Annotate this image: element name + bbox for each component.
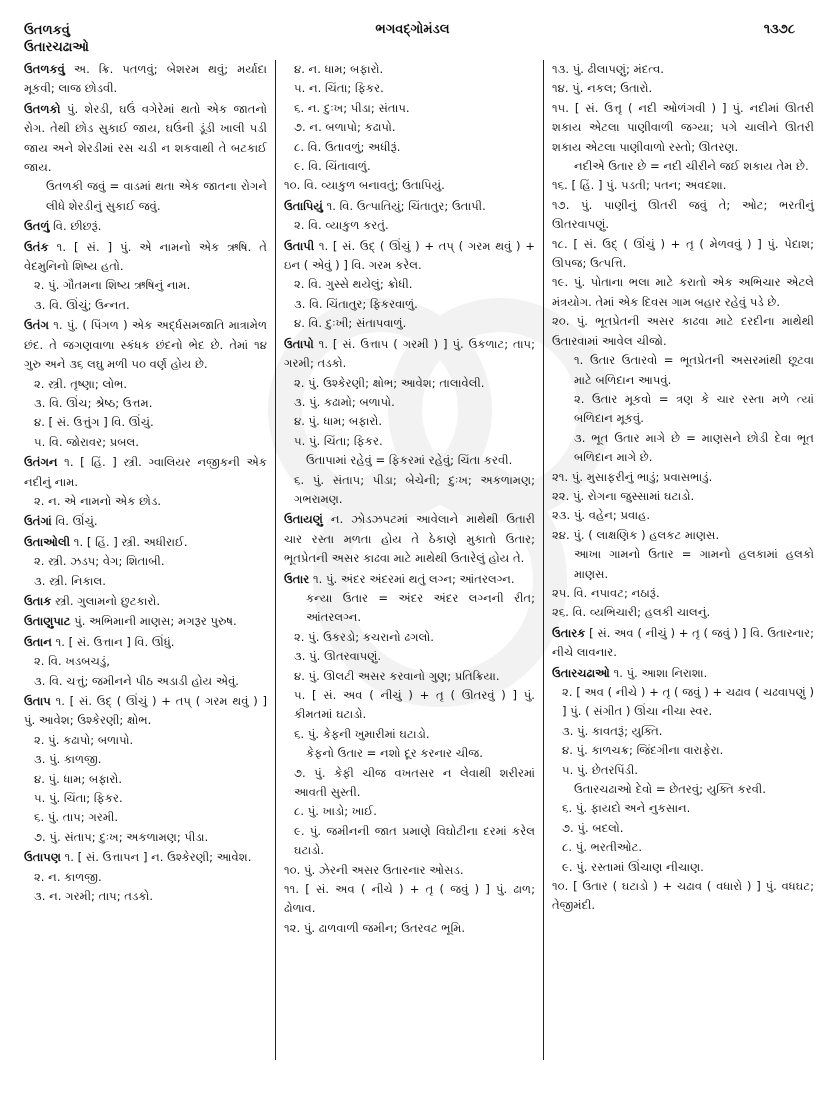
dictionary-entry bbox=[24, 238, 267, 316]
definition-text: ૨. વિ. ખડબચડું, bbox=[34, 654, 110, 669]
dictionary-title: ભગવદ્ગોમંડલ bbox=[375, 22, 450, 37]
definition-text: ૩. પું. કઢામો; બળાપો. bbox=[294, 394, 395, 409]
definition-line bbox=[552, 624, 814, 663]
definition-text: ૧૬. [ હિં. ] પું. પડતી; પતન; અવદશા. bbox=[552, 178, 727, 193]
definition-line bbox=[24, 828, 267, 847]
definition-text: ૯. પું. જમીનની જાત પ્રમાણે વિઘોટીના દરમાં કરેલ ઘટાડો. bbox=[294, 823, 535, 858]
dictionary-columns bbox=[24, 60, 814, 1060]
usage-example bbox=[552, 545, 814, 584]
definition-text: ઉતાપામાં રહેવું = ફિકરમાં રહેવું; ચિંતા કરવી. bbox=[306, 453, 513, 468]
definition-line bbox=[552, 838, 814, 857]
definition-text: ૨. વિ. વ્યાકુળ કરતું. bbox=[294, 218, 389, 233]
definition-line bbox=[552, 683, 814, 722]
dictionary-entry bbox=[24, 692, 267, 847]
definition-text: ૧. [ હિં. ] સ્ત્રી. ગ્વાલિયર નજીકની એક નદીનું નામ. bbox=[24, 455, 267, 489]
definition-text: ૭. પું. સંતાપ; દુઃખ; અકળામણ; પીડા. bbox=[34, 829, 209, 844]
definition-line bbox=[284, 60, 535, 79]
definition-text: ૬. પું. તાપ; ગરમી. bbox=[34, 810, 119, 825]
definition-line bbox=[24, 770, 267, 789]
guide-word-last: ઉતારચઢાઓ bbox=[24, 40, 89, 55]
dictionary-entry bbox=[284, 510, 535, 568]
dictionary-entry bbox=[24, 60, 267, 99]
dictionary-entry bbox=[24, 633, 267, 691]
definition-text: ૯. વિ. ચિંતાવાળું. bbox=[294, 159, 371, 174]
definition-line bbox=[284, 880, 535, 919]
definition-text: ૧. [ સં. ઉદ્ ( ઊંચું ) + તપ્ ( ગરમ થવું ) + ઇન ( એવું ) ] વિ. ગરમ કરેલ. bbox=[284, 238, 535, 273]
headword: ઉતંગ bbox=[24, 318, 49, 333]
definition-text: ૧૦. પું. ઝેરની અસર ઉતારનાર ઓસડ. bbox=[284, 862, 464, 877]
definition-text: ૪. પું. કાળચક્ર; જિંદગીના વારાફેરા. bbox=[562, 743, 724, 758]
headword: ઉતાઓલી bbox=[24, 534, 71, 549]
definition-line bbox=[552, 664, 814, 683]
definition-text: પું. અભિમાની માણસ; મગરૂર પુરુષ. bbox=[70, 614, 237, 629]
definition-text: ૯. પું. રસ્તામાં ઊંચાણ નીચાણ. bbox=[562, 859, 704, 874]
definition-text: કેફનો ઉતાર = નશો દૂર કરનાર ચીજ. bbox=[306, 746, 483, 761]
definition-text: ૧૦. વિ. વ્યાકુળ બનાવતું; ઉતાપિયું. bbox=[284, 178, 445, 193]
definition-line bbox=[284, 335, 535, 374]
definition-text: પું. શેરડી, ઘઉં વગેરેમાં થતો એક જાતનો રોગ. તેથી છોડ સુકાઈ જાય, ઘઉંની ડૂંડી ખાલી પડી જાય અને શેરડીમાં રસ ચડી ન શકવાથી તે બટકાઈ જાય. bbox=[24, 101, 267, 175]
definition-text: ૩. વિ. ઊંચ; શ્રેષ્ઠ; ઉત્તમ. bbox=[34, 395, 153, 410]
definition-line bbox=[552, 196, 814, 235]
definition-text: ૨. ન. એ નામનો એક છોડ. bbox=[34, 493, 161, 508]
definition-text: ૬. પું. કેફની ખુમારીમાં ઘટાડો. bbox=[294, 726, 430, 741]
definition-line bbox=[552, 99, 814, 157]
definition-text: ૬. પું. ફાયદો અને નુકસાન. bbox=[562, 801, 691, 816]
definition-text: ૨૬. વિ. વ્યભિચારી; હલકી ચાલનું. bbox=[552, 605, 711, 620]
dictionary-entry bbox=[24, 316, 267, 452]
definition-text: ૨૩. પું. વહેન; પ્રવાહ. bbox=[552, 508, 651, 523]
definition-line bbox=[284, 510, 535, 568]
dictionary-entry bbox=[284, 197, 535, 236]
definition-text: ૨. [ અવ ( નીચે ) + તૃ ( જવું ) + ચઢાવ ( ચઢવાપણું ) ] પું. ( સંગીત ) ઊંચા નીચા સ્વર. bbox=[562, 685, 814, 719]
definition-text: ૩. વિ. ઊંચું; ઉન્નત. bbox=[34, 297, 130, 312]
definition-text: ૨. ઉતાર મૂકવો = ત્રણ કે ચાર રસ્તા મળે ત્યાં બળિદાન મૂકવું. bbox=[574, 391, 814, 426]
definition-line bbox=[284, 647, 535, 666]
definition-line bbox=[284, 118, 535, 137]
dictionary-entry bbox=[284, 237, 535, 334]
page-number: ૧૩૭૮ bbox=[763, 22, 795, 37]
definition-text: ૮. વિ. ઉતાવળું; અધીરૂં. bbox=[294, 139, 401, 154]
definition-line bbox=[552, 60, 814, 79]
definition-line bbox=[552, 761, 814, 780]
definition-line bbox=[24, 750, 267, 769]
headword: ઉતંગન bbox=[24, 455, 58, 470]
definition-text: અ. ક્રિ. પતળવું; બેશરમ થવું; મર્યાદા મૂકવી; લાજ છોડવી. bbox=[24, 62, 267, 96]
dictionary-entry bbox=[284, 60, 535, 196]
dictionary-entry bbox=[24, 533, 267, 591]
definition-text: ૨૫. વિ. નપાવટ; નઠારૂં. bbox=[552, 585, 660, 600]
definition-line bbox=[552, 722, 814, 741]
definition-text: ૫. વિ. જોરાવર; પ્રબલ. bbox=[34, 434, 139, 449]
definition-text: ૧૫. [ સં. ઉત્તૃ ( નદી ઓળંગવી ) ] પું. નદીમાં ઊતરી શકાય એટલા પાણીવાળી જગ્યા; પગે ચાલીને ઊતરી શકાય એટલા પાણીવાળો રસ્તો; ઊતરણ. bbox=[552, 100, 814, 154]
headword: ઉતાપ bbox=[24, 694, 51, 708]
definition-line bbox=[552, 273, 814, 312]
definition-text: ૧. [ હિં. ] સ્ત્રી. અધીરાઈ. bbox=[70, 534, 188, 549]
definition-line bbox=[552, 506, 814, 525]
definition-text: સ્ત્રી. ગુલામનો છુટકારો. bbox=[51, 593, 161, 608]
headword: ઉતાર bbox=[284, 571, 310, 586]
definition-text: ૪. વિ. દુઃખી; સંતાપવાળું. bbox=[294, 316, 407, 331]
definition-line bbox=[284, 919, 535, 938]
headword: ઉતાક bbox=[24, 593, 52, 608]
definition-text: ૨. પું. ઉશ્કેરણી; ક્ષોભ; આવેશ; તાલાવેલી. bbox=[294, 375, 485, 390]
definition-text: ૭. ન. બળાપો; કઢાપો. bbox=[294, 120, 396, 135]
definition-line bbox=[284, 471, 535, 510]
definition-text: ૫. પું. ચિંતા; ફિકર. bbox=[34, 791, 123, 806]
definition-line bbox=[24, 276, 267, 295]
definition-line bbox=[24, 808, 267, 827]
headword: ઉતારચઢાઓ bbox=[552, 665, 610, 680]
definition-text: ૨૨. પું. રોગના જુસ્સામાં ઘટાડો. bbox=[552, 488, 695, 503]
definition-line bbox=[284, 295, 535, 314]
definition-text: ૩. પું. કાવતરૂં; યુક્તિ. bbox=[562, 723, 663, 738]
definition-line bbox=[552, 468, 814, 487]
definition-text: ૧. પું. અંદર અંદરમાં થતું લગ્ન; આંતરલગ્ન. bbox=[309, 571, 515, 586]
headword: ઉતાપિયું bbox=[284, 198, 323, 213]
headword: ઉતંક bbox=[24, 239, 49, 254]
definition-line bbox=[284, 314, 535, 333]
definition-text: ૨. સ્ત્રી. તૃષ્ણા; લોભ. bbox=[34, 376, 128, 391]
definition-text: ૩. પું. કાળજી. bbox=[34, 752, 102, 767]
definition-text: ૨. વિ. ગુસ્સે થયેલું; ક્રોધી. bbox=[294, 277, 413, 292]
definition-line bbox=[284, 412, 535, 431]
definition-text: ૬. ન. દુઃખ; પીડા; સંતાપ. bbox=[294, 100, 410, 115]
definition-text: ઉતારચઢાઓ દેવો = છેતરવું; યુક્તિ કરવી. bbox=[574, 782, 766, 797]
definition-line bbox=[552, 79, 814, 98]
definition-line bbox=[284, 176, 535, 195]
definition-line bbox=[24, 572, 267, 591]
definition-text: ૫. પું. ચિંતા; ફિકર. bbox=[294, 433, 383, 448]
definition-text: ૩. વિ. ચત્તું; જમીનને પીઠ અડાડી હોય એવું. bbox=[34, 673, 239, 688]
definition-text: ૨. પું. કઢાપો; બળાપો. bbox=[34, 732, 134, 747]
definition-text: ૧૯. પું. પોતાના ભલા માટે કરાતો એક અભિચાર એટલે મંત્રયોગ. તેમાં એક દિવસ ગામ બહાર રહેવું પડે છે. bbox=[552, 275, 814, 309]
definition-line bbox=[284, 686, 535, 725]
definition-text: ૫. [ સં. અવ ( નીચું ) + તૃ ( ઊતરવું ) ] પું. કીમતમાં ઘટાડો. bbox=[294, 688, 535, 722]
definition-line bbox=[284, 628, 535, 647]
usage-example bbox=[284, 589, 535, 628]
definition-line bbox=[24, 887, 267, 906]
definition-text: ૧૭. પું. પાણીનું ઊતરી જવું તે; ઓટ; ભરતીનું ઊતરવાપણું. bbox=[552, 197, 814, 232]
definition-text: ૪. પું. ઊલટી અસર કરવાનો ગુણ; પ્રતિક્રિયા. bbox=[294, 668, 500, 683]
dictionary-entry bbox=[24, 592, 267, 611]
definition-text: ૧. [ સં. ] પું. એ નામનો એક ઋષિ. તે વેદમુનિનો શિષ્ય હતો. bbox=[24, 239, 267, 274]
definition-text: ૩. વિ. ચિંતાતુર; ફિકરવાળું. bbox=[294, 296, 418, 311]
definition-text: [ સં. અવ ( નીચું ) + તૃ ( જવું ) ] વિ. ઉતારનાર; નીચે લાવનાર. bbox=[552, 625, 814, 660]
definition-text: ૨. પું. ઉકરડો; કચરાનો ઢગલો. bbox=[294, 629, 434, 644]
definition-text: ૫. ન. ચિંતા; ફિકર. bbox=[294, 81, 384, 96]
dictionary-entry bbox=[552, 624, 814, 663]
definition-line bbox=[284, 374, 535, 393]
definition-text: ૧૧. [ સં. અવ ( નીચે ) + તૃ ( જવું ) ] પું. ઢાળ; ઢોળાવ. bbox=[284, 882, 535, 916]
usage-example bbox=[552, 351, 814, 390]
definition-line bbox=[552, 877, 814, 916]
definition-line bbox=[552, 858, 814, 877]
definition-text: કન્યા ઉતાર = અંદર અંદર લગ્નની રીત; આંતરલગ્ન. bbox=[306, 590, 535, 625]
definition-line bbox=[552, 819, 814, 838]
definition-line bbox=[552, 487, 814, 506]
definition-text: ૪. [ સં. ઉત્તુંગ ] વિ. ઊંચું. bbox=[34, 415, 154, 430]
headword: ઉતળું bbox=[24, 219, 50, 234]
definition-text: ૨. ન. કાળજી. bbox=[34, 869, 102, 884]
definition-text: ૨. પું. ગૌતમના શિષ્ય ઋષિનું નામ. bbox=[34, 278, 191, 293]
definition-text: ૨૧. પું. મુસાફરીનું ભાડું; પ્રવાસભાડું. bbox=[552, 469, 713, 484]
definition-line bbox=[284, 138, 535, 157]
definition-line bbox=[552, 235, 814, 274]
definition-text: ૧. [ સં. ઉદ્ ( ઊંચું ) + તપ્ ( ગરમ થવું ) ] પું. આવેશ; ઉશ્કેરણી; ક્ષોભ. bbox=[24, 694, 267, 728]
headword: ઉતળકો bbox=[24, 101, 61, 116]
definition-line bbox=[284, 725, 535, 744]
definition-line bbox=[284, 216, 535, 235]
definition-line bbox=[552, 312, 814, 351]
column-2 bbox=[276, 60, 544, 1060]
dictionary-entry bbox=[24, 512, 267, 531]
definition-line bbox=[284, 99, 535, 118]
definition-line bbox=[24, 413, 267, 432]
definition-text: ૩. પું. ઊતરવાપણું. bbox=[294, 649, 382, 664]
headword: ઉતાપી bbox=[284, 238, 315, 253]
definition-text: ઉતળકી જવું = વાડમાં થતા એક જાતના રોગને લીધે શેરડીનું સુકાઈ જવું. bbox=[46, 179, 267, 213]
definition-line bbox=[24, 512, 267, 531]
definition-line bbox=[24, 848, 267, 867]
column-3 bbox=[544, 60, 814, 1060]
usage-example bbox=[284, 451, 535, 470]
dictionary-entry bbox=[24, 453, 267, 511]
definition-text: ૪. ન. ધામ; બફારો. bbox=[294, 62, 384, 76]
definition-line bbox=[552, 799, 814, 818]
usage-example bbox=[552, 157, 814, 176]
column-1 bbox=[24, 60, 276, 1060]
definition-line bbox=[284, 822, 535, 861]
definition-text: નદીએ ઉતાર છે = નદી ચીરીને જઈ શકાય તેમ છે. bbox=[574, 159, 809, 174]
definition-line bbox=[284, 197, 535, 216]
definition-line bbox=[24, 433, 267, 452]
definition-text: ૨૦. પું. ભૂતપ્રેતની અસર કાઢવા માટે દરદીના માથેથી ઉતારવામાં આવેલ ચીજો. bbox=[552, 314, 814, 348]
definition-line bbox=[24, 296, 267, 315]
definition-text: વિ. છીછરૂં. bbox=[49, 219, 102, 234]
definition-line bbox=[284, 667, 535, 686]
definition-line bbox=[24, 652, 267, 671]
definition-line bbox=[24, 612, 267, 631]
definition-line bbox=[552, 526, 814, 545]
definition-text: ૨૪. પું. ( લાક્ષણિક ) હલકટ માણસ. bbox=[552, 527, 720, 542]
definition-text: ૧. [ સં. ઉત્તાપન ] ન. ઉશ્કેરણી; આવેશ. bbox=[60, 850, 252, 865]
definition-text: ૧૨. પું. ઢાળવાળી જમીન; ઉતરવટ ભૂમિ. bbox=[284, 920, 466, 935]
definition-line bbox=[284, 237, 535, 276]
definition-line bbox=[284, 432, 535, 451]
usage-example bbox=[552, 780, 814, 799]
definition-line bbox=[284, 570, 535, 589]
definition-line bbox=[24, 672, 267, 691]
definition-line bbox=[24, 868, 267, 887]
definition-text: આખા ગામનો ઉતાર = ગામનો હલકામાં હલકો માણસ. bbox=[574, 547, 814, 581]
definition-text: ૪. પું. ધામ; બફારો. bbox=[294, 414, 383, 429]
definition-text: ૧. પું. ( પિંગળ ) એક અર્દ્ધસમજાતિ માત્રામેળ છંદ. તે જગણવાળા સ્કંધક છંદનો ભેદ છે. તેમાં ૧૪ ગુરુ અને ૩૬ લઘુ મળી ૫૦ વર્ણ હોય છે. bbox=[24, 318, 267, 372]
definition-text: ૧. ઉતાર ઉતારવો = ભૂતપ્રેતની અસરમાંથી છૂટવા માટે બળિદાન આપવું. bbox=[574, 353, 814, 387]
dictionary-entry bbox=[24, 217, 267, 236]
usage-example bbox=[552, 429, 814, 468]
definition-line bbox=[24, 238, 267, 277]
definition-line bbox=[552, 176, 814, 195]
definition-line bbox=[24, 692, 267, 731]
definition-line bbox=[552, 603, 814, 622]
definition-line bbox=[552, 584, 814, 603]
definition-text: ૬. પું. સંતાપ; પીડા; બેચેની; દુઃખ; અકળામણ; ગભરામણ. bbox=[294, 472, 535, 506]
definition-text: વિ. ઊંચું. bbox=[51, 514, 98, 529]
definition-line bbox=[24, 394, 267, 413]
usage-example bbox=[552, 390, 814, 429]
definition-text: ૧. [ સં. ઉત્તાન ] વિ. ઊંધું. bbox=[51, 634, 175, 649]
headword: ઉતાપણ bbox=[24, 850, 61, 865]
dictionary-entry bbox=[24, 848, 267, 906]
dictionary-entry bbox=[552, 664, 814, 916]
dictionary-entry bbox=[24, 100, 267, 216]
definition-line bbox=[24, 453, 267, 492]
headword: ઉતળકવું bbox=[24, 62, 65, 76]
usage-example bbox=[284, 744, 535, 763]
guide-word-first: ઉતળકવું bbox=[24, 23, 70, 38]
definition-line bbox=[284, 79, 535, 98]
headword: ઉતંગાં bbox=[24, 514, 52, 529]
definition-text: ૧૪. પું. નકલ; ઉતારો. bbox=[552, 81, 653, 96]
dictionary-entry bbox=[552, 60, 814, 623]
definition-line bbox=[284, 393, 535, 412]
page-header bbox=[24, 22, 801, 62]
dictionary-entry bbox=[284, 570, 535, 939]
headword: ઉતારક bbox=[552, 625, 586, 640]
usage-example bbox=[24, 177, 267, 216]
headword: ઉતાન bbox=[24, 634, 52, 649]
definition-text: ૭. પું. બદલો. bbox=[562, 820, 624, 835]
definition-line bbox=[24, 100, 267, 178]
dictionary-entry bbox=[24, 612, 267, 631]
definition-text: ૩. ભૂત ઉતાર માગે છે = માણસને છોડી દેવા ભૂત બળિદાન માગે છે. bbox=[574, 430, 814, 465]
definition-text: ૧૮. [ સં. ઉદ્ ( ઊંચું ) + તૃ ( મેળવવું ) ] પું. પેદાશ; ઊપજ; ઉત્પત્તિ. bbox=[552, 236, 814, 271]
definition-line bbox=[284, 275, 535, 294]
definition-text: ૭. પું. કેફી ચીજ વખતસર ન લેવાથી શરીરમાં આવતી સુસ્તી. bbox=[294, 765, 535, 800]
definition-text: ૧. [ સં. ઉત્તાપ ( ગરમી ) ] પું. ઉકળાટ; તાપ; ગરમી; તડકો. bbox=[284, 336, 535, 371]
definition-text: ૩. સ્ત્રી. નિકાલ. bbox=[34, 573, 106, 588]
definition-line bbox=[24, 492, 267, 511]
definition-line bbox=[24, 592, 267, 611]
definition-text: ૫. પું. છેતરપિંડી. bbox=[562, 762, 639, 777]
definition-line bbox=[24, 60, 267, 99]
definition-line bbox=[24, 789, 267, 808]
definition-text: ૧૩. પું. ઢીલાપણું; મંદત્વ. bbox=[552, 62, 664, 76]
definition-line bbox=[284, 764, 535, 803]
definition-line bbox=[284, 861, 535, 880]
definition-text: ૧૦. [ ઉતાર ( ઘટાડો ) + ચઢાવ ( વધારો ) ] પું. વધઘટ; તેજીમંદી. bbox=[552, 879, 814, 913]
definition-line bbox=[24, 217, 267, 236]
definition-text: ન. ઝોડઝપટમાં આવેલાને માથેથી ઉતારી ચાર રસ્તા મળતા હોય તે ઠેકાણે મુકાતો ઉતાર; ભૂતપ્રેતની અસર કાઢવા માટે માથેથી ઉતારેલું હોય તે. bbox=[284, 512, 535, 566]
definition-text: ૧. પું. આશા નિરાશા. bbox=[609, 665, 708, 680]
definition-line bbox=[24, 633, 267, 652]
definition-text: ૧. વિ. ઉત્પાતિયું; ચિંતાતુર; ઉતાપી. bbox=[322, 198, 486, 213]
definition-text: ૪. પું. ધામ; બફારો. bbox=[34, 771, 123, 786]
definition-line bbox=[284, 802, 535, 821]
headword: ઉતાણુપાટ bbox=[24, 614, 71, 629]
headword: ઉતાપો bbox=[284, 336, 314, 351]
definition-text: ૮. પું. ભરતીઓટ. bbox=[562, 840, 643, 855]
definition-line bbox=[24, 533, 267, 552]
headword: ઉતાયણું bbox=[284, 512, 323, 527]
definition-line bbox=[24, 731, 267, 750]
definition-line bbox=[284, 157, 535, 176]
definition-text: ૨. સ્ત્રી. ઝડપ; વેગ; શિતાબી. bbox=[34, 554, 165, 569]
definition-text: ૩. ન. ગરમી; તાપ; તડકો. bbox=[34, 889, 154, 904]
definition-text: ૮. પું. ખાડો; ખાઈ. bbox=[294, 804, 377, 819]
dictionary-entry bbox=[284, 335, 535, 510]
definition-line bbox=[24, 552, 267, 571]
definition-line bbox=[552, 741, 814, 760]
definition-line bbox=[24, 375, 267, 394]
definition-line bbox=[24, 316, 267, 374]
